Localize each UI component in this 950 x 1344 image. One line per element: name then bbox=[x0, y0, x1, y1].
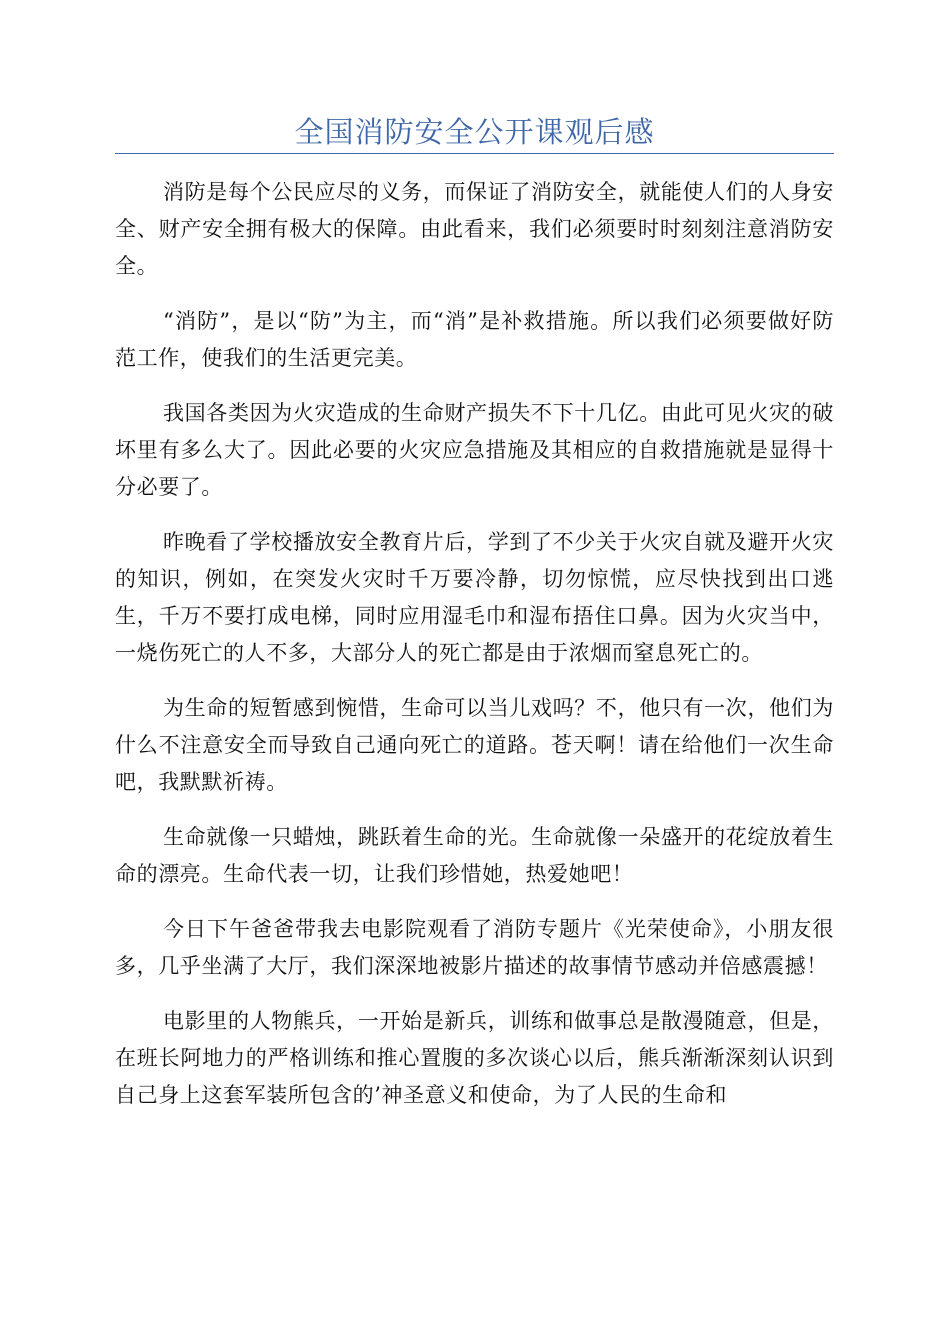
title-underline bbox=[115, 153, 834, 154]
document-title: 全国消防安全公开课观后感 bbox=[294, 115, 655, 149]
paragraph-5: 为生命的短暂感到惋惜，生命可以当儿戏吗？不，他只有一次，他们为什么不注意安全而导致自己通向死亡的道路。苍天啊！请在给他们一次生命吧，我默默祈祷。 bbox=[115, 696, 834, 794]
paragraph-4: 昨晚看了学校播放安全教育片后，学到了不少关于火灾自就及避开火灾的知识，例如，在突发火灾时千万要冷静，切勿惊慌，应尽快找到出口逃生，千万不要打成电梯，同时应用湿毛巾和湿布捂住口鼻。因为火灾当中，一烧伤死亡的人不多，大部分人的死亡都是由于浓烟而窒息死亡的。 bbox=[115, 530, 834, 665]
paragraph-1: 消防是每个公民应尽的义务，而保证了消防安全，就能使人们的人身安全、财产安全拥有极大的保障。由此看来，我们必须要时时刻刻注意消防安全。 bbox=[115, 180, 834, 278]
paragraph-7: 今日下午爸爸带我去电影院观看了消防专题片《光荣使命》，小朋友很多，几乎坐满了大厅，我们深深地被影片描述的故事情节感动并倍感震撼！ bbox=[115, 917, 834, 978]
paragraph-2: “消防”，是以“防”为主，而“消”是补救措施。所以我们必须要做好防范工作，使我们的生活更完美。 bbox=[115, 309, 834, 370]
document-body bbox=[115, 174, 834, 1132]
paragraph-8: 电影里的人物熊兵，一开始是新兵，训练和做事总是散漫随意，但是，在班长阿地力的严格训练和推心置腹的多次谈心以后，熊兵渐渐深刻认识到自己身上这套军装所包含的’神圣意义和使命，为了人民的生命和 bbox=[115, 1009, 834, 1107]
paragraph-3: 我国各类因为火灾造成的生命财产损失不下十几亿。由此可见火灾的破坏里有多么大了。因此必要的火灾应急措施及其相应的自救措施就是显得十分必要了。 bbox=[115, 401, 834, 499]
paragraph-6: 生命就像一只蜡烛，跳跃着生命的光。生命就像一朵盛开的花绽放着生命的漂亮。生命代表一切，让我们珍惜她，热爱她吧！ bbox=[115, 825, 834, 886]
